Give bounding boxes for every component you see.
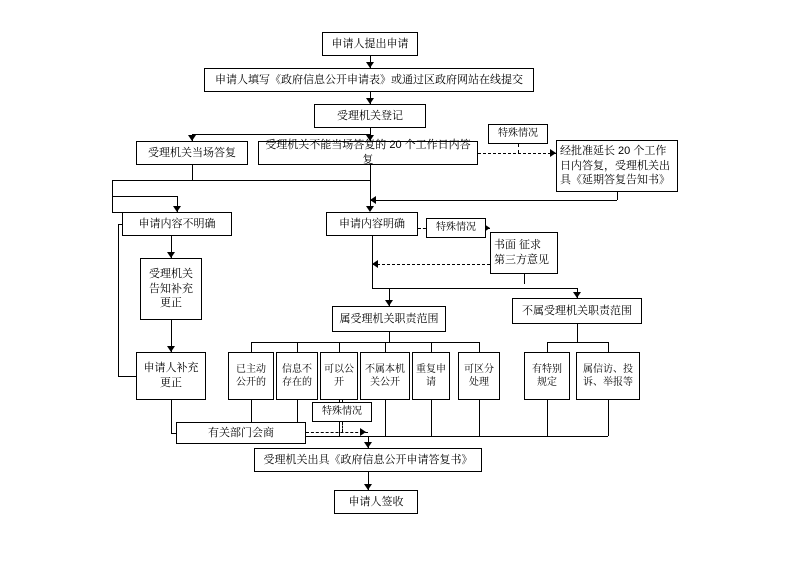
node-label: 信息不存在的 [282,363,312,388]
node-label: 书面 征求 第三方意见 [494,239,549,266]
connector-20day-to-special1 [478,153,556,154]
connector-outcat-2 [608,342,609,352]
arrow-consultation-to-main [360,428,366,436]
connector-thirdparty-down [524,274,525,284]
node-label: 属受理机关职责范围 [339,312,439,325]
bus-extended-return [370,200,617,201]
node-label: 不属本机关公开 [365,363,405,388]
bus-reply-split [112,180,370,181]
node-department-consultation [176,422,306,444]
node-label: 受理机关出具《政府信息公开申请答复书》 [263,453,473,466]
node-content-unclear [122,212,232,236]
node-20day-reply [258,141,478,165]
node-special-case-1 [488,124,548,144]
node-outside-scope [512,298,642,324]
node-label: 特殊情况 [436,222,476,234]
node-content-clear [326,212,418,236]
node-not-this-agency [360,352,410,400]
connector-outcat1-down [547,400,548,436]
node-label: 申请人填写《政府信息公开申请表》或通过区政府网站在线提交 [215,73,523,86]
node-info-not-exist [276,352,318,400]
node-label: 申请人补充更正 [143,362,199,389]
node-label: 已主动公开的 [236,363,266,388]
connector-unclear-entry [112,212,122,213]
connector-outcat2-down [608,400,609,436]
node-label: 受理机关当场答复 [148,146,236,159]
node-duplicate-request [412,352,450,400]
connector-outside-scope-down [577,324,578,342]
connector-outcat-1 [547,342,548,352]
node-applicant-submit [322,32,418,56]
node-consult-third-party [490,232,558,274]
connector-cat-1 [251,342,252,352]
node-label: 申请人签收 [348,495,404,508]
connector-cat-4 [385,342,386,352]
connector-within-scope-down [389,332,390,342]
node-label: 申请人提出申请 [331,37,409,50]
node-registration [314,104,426,128]
node-label: 申请内容不明确 [138,217,216,230]
node-onsite-reply [136,141,248,165]
node-can-publish [320,352,358,400]
node-label: 特殊情况 [498,128,538,140]
connector-cat-5 [431,342,432,352]
connector-cat4-down [385,400,386,436]
bus-registration-split [192,134,370,135]
connector-cat6-down [479,400,480,436]
connector-special1-down [518,144,519,153]
bus-outside-categories [547,342,608,343]
node-label: 可以公开 [324,363,354,388]
node-label: 受理机关登记 [337,109,403,122]
bus-categories [251,342,479,343]
node-label: 经批准延长 20 个工作日内答复，受理机关出具《延期答复告知书》 [560,144,670,187]
node-label: 受理机关告知补充更正 [149,267,193,310]
connector-onsite-down [192,165,193,180]
node-issue-reply-document [254,448,482,472]
node-label: 受理机关不能当场答复的 20 个工作日内答复 [265,139,471,166]
connector-cat-3 [339,342,340,352]
connector-special3-to-main [306,432,368,433]
bus-unclear-feed [112,196,177,197]
connector-within-scope-feed [372,288,389,289]
node-label: 属信访、投诉、举报等 [583,363,633,388]
arrow-thirdparty-return [372,260,378,268]
connector-cat-6 [479,342,480,352]
node-already-published [228,352,274,400]
node-extended-reply [556,140,678,192]
connector-special3-down [342,422,343,432]
node-label: 有关部门会商 [208,426,274,439]
arrow-extended-return [370,196,376,204]
node-label: 有特别规定 [532,363,562,388]
connector-cat-2 [297,342,298,352]
connector-supplement-left [118,376,136,377]
connector-supplement-loop-up [118,224,119,376]
node-separable-handling [458,352,500,400]
node-fill-form [204,68,534,92]
node-label: 申请内容明确 [339,217,405,230]
node-label: 重复申请 [416,363,446,388]
connector-supplement-down-to-consult [171,400,172,433]
bus-scope-split [372,288,577,289]
node-label: 特殊情况 [322,406,362,418]
connector-extended-down [617,192,618,200]
node-label: 可区分处理 [464,363,494,388]
node-applicant-receipt [334,490,418,514]
bus-thirdparty-return [372,264,490,265]
node-petition-complaint [576,352,640,400]
node-within-scope [332,306,446,332]
connector-cat5-down [431,400,432,436]
node-applicant-supplement [136,352,206,400]
node-label: 不属受理机关职责范围 [522,304,632,317]
node-special-provision [524,352,570,400]
node-notify-supplement [140,258,202,320]
node-special-case-3 [312,402,372,422]
node-special-case-2 [426,218,486,238]
